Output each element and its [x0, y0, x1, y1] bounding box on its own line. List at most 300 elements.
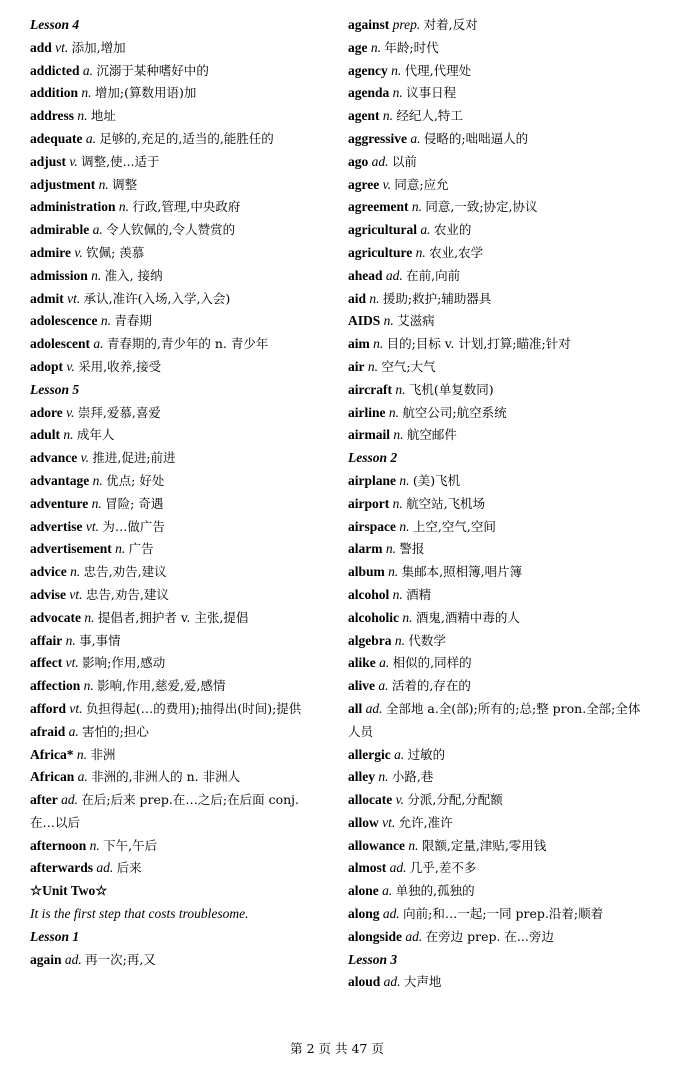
vocab-entry: [30, 584, 320, 607]
lesson-line: [30, 14, 320, 37]
part-of-speech: a.: [68, 723, 79, 739]
definition: 成年人: [76, 427, 115, 443]
vocab-entry: [348, 105, 644, 128]
vocab-entry: [348, 903, 644, 926]
definition: 经纪人,特工: [396, 108, 463, 124]
headword: airmail: [348, 427, 390, 443]
headword: aircraft: [348, 381, 392, 397]
unit-quote: It is the first step that costs troublesome.: [30, 906, 249, 922]
headword: agenda: [348, 85, 390, 101]
right-column: [348, 14, 644, 994]
headword: alley: [348, 769, 375, 785]
vocab-entry: [348, 265, 644, 288]
vocab-entry: [30, 493, 320, 516]
headword: agency: [348, 62, 388, 78]
vocab-entry: [30, 857, 320, 880]
vocab-entry: [30, 356, 320, 379]
part-of-speech: v.: [69, 153, 78, 169]
vocab-entry: [348, 744, 644, 767]
vocab-entry: [30, 242, 320, 265]
vocab-entry: [30, 196, 320, 219]
definition: 酒鬼,酒精中毒的人: [415, 609, 520, 625]
definition: 活着的,存在的: [391, 678, 471, 694]
definition: 后来: [116, 860, 142, 876]
part-of-speech: ad.: [64, 951, 82, 967]
vocab-entry: [30, 675, 320, 698]
vocab-entry: [348, 766, 644, 789]
definition: 沉溺于某种嗜好中的: [96, 62, 209, 78]
part-of-speech: v.: [80, 450, 89, 466]
vocab-entry: [348, 835, 644, 858]
definition: 青春期: [114, 313, 152, 329]
part-of-speech: n.: [393, 427, 404, 443]
part-of-speech: a.: [82, 62, 94, 78]
lesson-heading: Lesson 5: [30, 381, 80, 397]
vocab-entry: [348, 288, 644, 311]
part-of-speech: n.: [382, 108, 393, 124]
headword: ahead: [348, 267, 383, 283]
headword: allocate: [348, 792, 393, 808]
definition: 害怕的;担心: [82, 723, 149, 739]
headword: allergic: [348, 746, 391, 762]
definition: 过敏的: [407, 746, 446, 762]
headword: AIDS: [348, 313, 381, 329]
vocab-entry: [30, 424, 320, 447]
part-of-speech: a.: [379, 655, 390, 671]
vocab-entry: [348, 402, 644, 425]
vocab-entry: [348, 698, 644, 744]
part-of-speech: a.: [93, 336, 104, 352]
definition: 青春期的,青少年的 n. 青少年: [106, 336, 269, 352]
part-of-speech: n.: [415, 244, 426, 260]
headword: admirable: [30, 222, 90, 238]
definition: 分派,分配,分配额: [407, 792, 503, 808]
definition: 提倡者,拥护者 v. 主张,提倡: [97, 609, 249, 625]
headword: airport: [348, 495, 390, 511]
definition: 大声地: [403, 974, 442, 990]
headword: afterwards: [30, 860, 93, 876]
headword: afraid: [30, 723, 66, 739]
vocab-entry: [348, 151, 644, 174]
headword: algebra: [348, 632, 392, 648]
definition: 下午,午后: [103, 837, 158, 853]
headword: alcohol: [348, 586, 390, 602]
vocab-entry: [348, 310, 644, 333]
vocab-entry: [348, 584, 644, 607]
definition: 足够的,充足的,适当的,能胜任的: [99, 130, 274, 146]
part-of-speech: n.: [370, 39, 381, 55]
vocab-entry: [30, 607, 320, 630]
part-of-speech: n.: [91, 267, 102, 283]
headword: advance: [30, 450, 78, 466]
part-of-speech: vt.: [69, 586, 83, 602]
headword: advice: [30, 564, 67, 580]
vocab-entry: [348, 196, 644, 219]
part-of-speech: n.: [65, 632, 76, 648]
headword: after: [30, 792, 58, 808]
headword: agree: [348, 176, 380, 192]
definition: 小路,巷: [391, 769, 434, 785]
page-footer: 第 2 页 共 47 页: [290, 1041, 384, 1056]
headword: album: [348, 564, 385, 580]
part-of-speech: a.: [92, 222, 103, 238]
headword: aim: [348, 336, 370, 352]
definition: 为…做广告: [102, 518, 165, 534]
left-column: [30, 14, 320, 971]
part-of-speech: n.: [118, 199, 130, 215]
part-of-speech: n.: [408, 837, 419, 853]
part-of-speech: n.: [402, 609, 413, 625]
part-of-speech: vt.: [67, 290, 81, 306]
headword: afford: [30, 700, 66, 716]
headword: advise: [30, 586, 67, 602]
headword: admission: [30, 267, 88, 283]
vocab-entry: [348, 424, 644, 447]
part-of-speech: ad.: [96, 860, 114, 876]
part-of-speech: v.: [395, 792, 404, 808]
headword: advocate: [30, 609, 81, 625]
part-of-speech: ad.: [405, 928, 423, 944]
headword: adjustment: [30, 176, 96, 192]
headword: advertise: [30, 518, 83, 534]
headword: addition: [30, 85, 79, 101]
definition: 添加,增加: [71, 39, 126, 55]
headword: alcoholic: [348, 609, 399, 625]
part-of-speech: n.: [115, 541, 126, 557]
headword: administration: [30, 199, 116, 215]
headword: aid: [348, 290, 367, 306]
definition: 推进,促进;前进: [92, 450, 176, 466]
vocab-entry: [30, 151, 320, 174]
vocab-entry: [348, 630, 644, 653]
unit-line: [30, 880, 320, 903]
headword: affair: [30, 632, 63, 648]
vocab-entry: [348, 857, 644, 880]
headword: admire: [30, 244, 71, 260]
vocab-entry: [30, 174, 320, 197]
definition: 准入, 接纳: [104, 267, 163, 283]
headword: admit: [30, 290, 64, 306]
definition: 飞机(单复数同): [408, 381, 494, 397]
part-of-speech: n.: [395, 381, 406, 397]
vocab-entry: [30, 766, 320, 789]
definition: 代理,代理处: [404, 62, 472, 78]
definition: 行政,管理,中央政府: [132, 199, 241, 215]
definition: 优点; 好处: [106, 472, 165, 488]
part-of-speech: n.: [91, 495, 102, 511]
definition: 地址: [90, 108, 116, 124]
definition: 在后;后来 prep.在…之后;在后面 conj. 在…以后: [30, 792, 300, 830]
definition: 年龄;时代: [384, 39, 439, 55]
headword: along: [348, 906, 380, 922]
headword: adjust: [30, 153, 67, 169]
lesson-heading: Lesson 4: [30, 17, 80, 32]
definition: 代数学: [408, 632, 446, 648]
part-of-speech: n.: [378, 769, 389, 785]
definition: 侵略的;咄咄逼人的: [423, 130, 529, 146]
definition: 忠告,劝告,建议: [85, 586, 169, 602]
vocab-entry: [30, 516, 320, 539]
headword: adolescent: [30, 336, 90, 352]
definition: 广告: [128, 541, 154, 557]
definition: 增加;(算数用语)加: [94, 85, 197, 101]
part-of-speech: n.: [369, 290, 380, 306]
headword: alarm: [348, 541, 383, 557]
vocab-entry: [348, 14, 644, 37]
lesson-line: [348, 949, 644, 972]
definition: 允许,准许: [398, 814, 453, 830]
vocab-entry: [348, 174, 644, 197]
part-of-speech: n.: [76, 746, 87, 762]
vocab-entry: [348, 379, 644, 402]
vocab-entry: [30, 310, 320, 333]
vocab-entry: [348, 607, 644, 630]
definition: 令人钦佩的,令人赞赏的: [106, 222, 236, 238]
part-of-speech: a.: [394, 746, 405, 762]
definition: 向前;和…一起;一同 prep.沿着;顺着: [403, 906, 604, 922]
lesson-line: [30, 379, 320, 402]
part-of-speech: n.: [70, 564, 81, 580]
definition: 非洲: [90, 746, 116, 762]
vocab-entry: [348, 675, 644, 698]
vocab-entry: [348, 789, 644, 812]
headword: aloud: [348, 974, 381, 990]
part-of-speech: a.: [420, 222, 431, 238]
part-of-speech: n.: [399, 472, 410, 488]
headword: airplane: [348, 472, 397, 488]
headword: agriculture: [348, 244, 413, 260]
part-of-speech: v.: [382, 176, 391, 192]
vocab-entry: [30, 652, 320, 675]
part-of-speech: vt.: [382, 814, 396, 830]
definition: 限额,定量,津贴,零用钱: [421, 837, 547, 853]
definition: 农业,农学: [429, 244, 484, 260]
definition: 议事日程: [406, 85, 457, 101]
vocab-entry: [348, 561, 644, 584]
vocab-entry: [348, 356, 644, 379]
lesson-line: [30, 926, 320, 949]
definition: 援助;救护;辅助器具: [382, 290, 492, 306]
part-of-speech: n.: [83, 678, 94, 694]
part-of-speech: ad.: [389, 860, 407, 876]
part-of-speech: n.: [77, 108, 88, 124]
headword: affection: [30, 678, 81, 694]
headword: adequate: [30, 130, 83, 146]
headword: air: [348, 358, 365, 374]
lesson-heading: Lesson 1: [30, 928, 80, 944]
headword: alongside: [348, 928, 403, 944]
vocab-entry: [30, 470, 320, 493]
part-of-speech: n.: [383, 313, 394, 329]
definition: 以前: [391, 153, 417, 169]
headword: against: [348, 17, 390, 32]
vocab-entry: [348, 926, 644, 949]
definition: 非洲的,非洲人的 n. 非洲人: [91, 769, 241, 785]
definition: 全部地 a.全(部);所有的;总;整 pron.全部;全体人员: [348, 700, 641, 739]
definition: 冒险; 奇遇: [105, 495, 164, 511]
headword: again: [30, 951, 62, 967]
headword: addicted: [30, 62, 80, 78]
headword: airline: [348, 404, 386, 420]
headword: aggressive: [348, 130, 407, 146]
part-of-speech: n.: [394, 632, 405, 648]
vocab-entry: [348, 242, 644, 265]
part-of-speech: n.: [92, 472, 103, 488]
headword: alive: [348, 678, 375, 694]
vocab-entry: [30, 265, 320, 288]
headword: affect: [30, 655, 63, 671]
headword: adolescence: [30, 313, 98, 329]
vocab-entry: [30, 721, 320, 744]
part-of-speech: a.: [410, 130, 421, 146]
definition: 再一次;再,又: [85, 951, 156, 967]
vocab-entry: [30, 447, 320, 470]
definition: 集邮本,照相簿,唱片簿: [401, 564, 523, 580]
headword: all: [348, 700, 363, 716]
vocab-entry: [348, 60, 644, 83]
headword: adult: [30, 427, 61, 443]
part-of-speech: prep.: [392, 17, 421, 32]
headword: alike: [348, 655, 376, 671]
vocab-entry: [348, 538, 644, 561]
definition: 钦佩; 羡慕: [86, 244, 145, 260]
definition: 相似的,同样的: [392, 655, 472, 671]
part-of-speech: vt.: [65, 655, 79, 671]
vocab-entry: [30, 789, 320, 835]
lesson-heading: Lesson 2: [348, 450, 398, 466]
part-of-speech: v.: [66, 358, 75, 374]
part-of-speech: n.: [388, 404, 399, 420]
vocab-entry: [30, 288, 320, 311]
definition: 酒精: [406, 586, 432, 602]
part-of-speech: n.: [392, 85, 403, 101]
definition: 目的;目标 v. 计划,打算;瞄准;针对: [386, 336, 571, 352]
definition: 警报: [399, 541, 425, 557]
headword: afternoon: [30, 837, 87, 853]
part-of-speech: ad.: [371, 153, 389, 169]
definition: 几乎,差不多: [409, 860, 477, 876]
part-of-speech: n.: [411, 199, 422, 215]
vocab-entry: [30, 561, 320, 584]
definition: 影响,作用,慈爱,爱,感情: [97, 678, 226, 694]
headword: agreement: [348, 199, 409, 215]
part-of-speech: n.: [100, 313, 111, 329]
quote-line: [30, 903, 320, 926]
definition: 空气;大气: [381, 358, 436, 374]
headword: allow: [348, 814, 379, 830]
vocab-entry: [30, 630, 320, 653]
part-of-speech: vt.: [85, 518, 99, 534]
definition: 同意;应允: [394, 176, 449, 192]
headword: allowance: [348, 837, 405, 853]
definition: (美)飞机: [412, 472, 461, 488]
vocab-entry: [348, 219, 644, 242]
headword: age: [348, 39, 368, 55]
part-of-speech: n.: [84, 609, 95, 625]
definition: 航空公司;航空系统: [402, 404, 507, 420]
part-of-speech: a.: [85, 130, 97, 146]
definition: 在前,向前: [406, 267, 461, 283]
definition: 上空,空气,空间: [412, 518, 496, 534]
headword: agent: [348, 108, 380, 124]
headword: almost: [348, 860, 387, 876]
part-of-speech: vt.: [55, 39, 69, 55]
vocab-entry: [30, 402, 320, 425]
vocab-entry: [348, 516, 644, 539]
lesson-line: [348, 447, 644, 470]
headword: ago: [348, 153, 369, 169]
part-of-speech: n.: [89, 837, 100, 853]
definition: 调整,使...适于: [81, 153, 160, 169]
part-of-speech: ad.: [365, 700, 383, 716]
part-of-speech: n.: [385, 541, 396, 557]
vocab-entry: [348, 971, 644, 994]
lesson-heading: Lesson 3: [348, 951, 398, 967]
vocab-entry: [348, 82, 644, 105]
headword: airspace: [348, 518, 396, 534]
part-of-speech: ad.: [61, 792, 78, 808]
definition: 在旁边 prep. 在...旁边: [425, 928, 554, 944]
definition: 同意,一致;协定,协议: [425, 199, 538, 215]
headword: add: [30, 39, 52, 55]
headword: adopt: [30, 358, 64, 374]
vocab-entry: [348, 37, 644, 60]
vocab-entry: [30, 698, 320, 721]
vocab-entry: [30, 128, 320, 151]
vocab-entry: [30, 538, 320, 561]
vocab-entry: [30, 333, 320, 356]
headword: adventure: [30, 495, 89, 511]
part-of-speech: n.: [98, 176, 109, 192]
part-of-speech: a.: [382, 883, 393, 899]
definition: 航空邮件: [406, 427, 457, 443]
part-of-speech: n.: [373, 336, 384, 352]
headword: advantage: [30, 472, 90, 488]
definition: 对着,反对: [423, 17, 478, 32]
vocab-entry: [30, 105, 320, 128]
part-of-speech: a.: [77, 769, 88, 785]
vocab-entry: [348, 333, 644, 356]
definition: 影响;作用,感动: [82, 655, 166, 671]
unit-heading: ☆Unit Two☆: [30, 883, 108, 899]
vocab-entry: [30, 60, 320, 83]
definition: 采用,收养,接受: [78, 358, 162, 374]
part-of-speech: n.: [367, 358, 378, 374]
headword: advertisement: [30, 541, 112, 557]
definition: 农业的: [433, 222, 472, 238]
part-of-speech: v.: [66, 404, 75, 420]
headword: African: [30, 769, 75, 785]
vocab-entry: [30, 37, 320, 60]
part-of-speech: n.: [392, 495, 403, 511]
definition: 航空站,飞机场: [406, 495, 486, 511]
part-of-speech: n.: [81, 85, 92, 101]
part-of-speech: vt.: [69, 700, 83, 716]
vocab-entry: [348, 812, 644, 835]
vocab-entry: [30, 949, 320, 972]
headword: adore: [30, 404, 63, 420]
headword: Africa*: [30, 746, 74, 762]
part-of-speech: ad.: [385, 267, 403, 283]
part-of-speech: n.: [388, 564, 399, 580]
definition: 艾滋病: [397, 313, 435, 329]
definition: 负担得起(…的费用);抽得出(时间);提供: [85, 700, 302, 716]
vocab-entry: [348, 493, 644, 516]
vocab-entry: [30, 744, 320, 767]
headword: alone: [348, 883, 379, 899]
part-of-speech: n.: [399, 518, 410, 534]
definition: 调整: [112, 176, 138, 192]
